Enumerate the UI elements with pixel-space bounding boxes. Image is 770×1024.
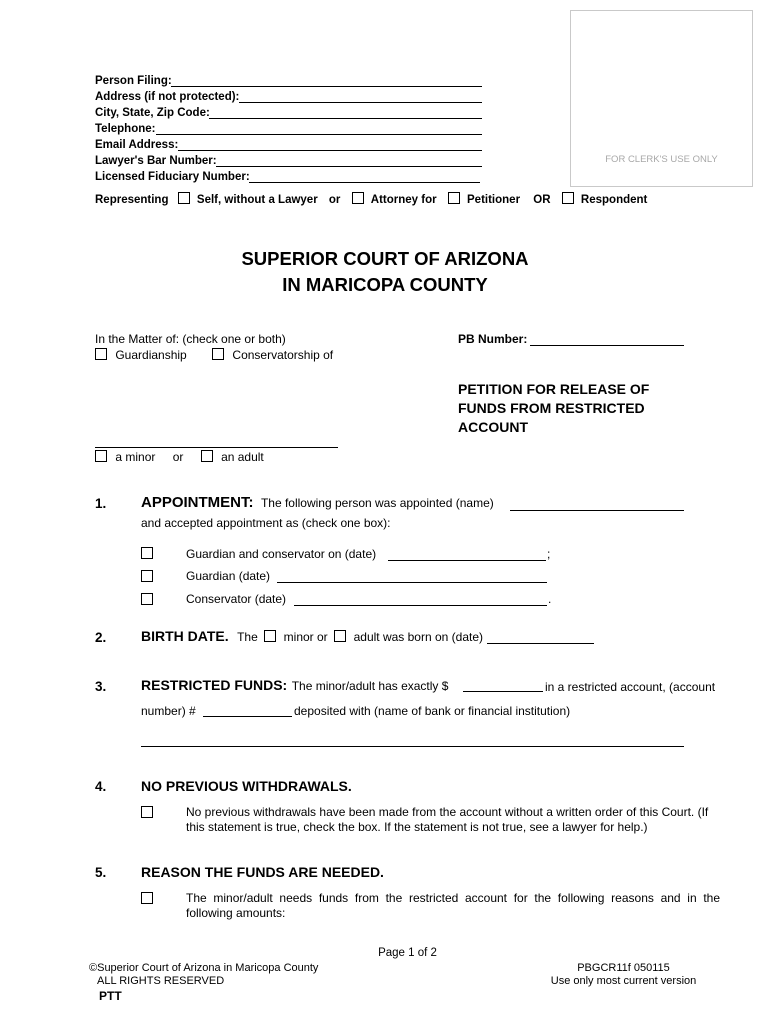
section-text: The following person was appointed (name) (260, 496, 494, 510)
section-text: No previous withdrawals have been made from the account without a written order of this Court. (If (186, 805, 709, 819)
birth-adult-checkbox[interactable] (334, 630, 346, 642)
footer-right (530, 962, 717, 988)
appointee-name-field[interactable] (510, 510, 684, 511)
section-number: 2. (95, 630, 107, 645)
pb-number-row (458, 332, 527, 346)
filer-label: Address (if not protected): (95, 91, 240, 103)
bank-name-field[interactable] (141, 746, 684, 747)
respondent-checkbox[interactable] (562, 192, 574, 204)
or-label: or (172, 450, 184, 464)
copyright-text: ©Superior Court of Arizona in Maricopa County (89, 962, 319, 974)
section-text: following amounts: (186, 906, 286, 920)
option-conservator: Conservator (date) (186, 592, 287, 606)
page-number: Page 1 of 2 (378, 947, 437, 959)
option-guardian: Guardian (date) (186, 569, 271, 583)
section-heading: RESTRICTED FUNDS: (141, 677, 288, 693)
form-id: PBGCR11f 050115 (577, 962, 670, 974)
section-text: The minor/adult needs funds from the restricted account for the following reasons and in the (186, 891, 720, 905)
filer-address (95, 91, 239, 103)
section-text: minor or (283, 630, 328, 644)
guardianship-checkbox[interactable] (95, 348, 107, 360)
section-text: in a restricted account, (account (545, 680, 716, 694)
amount-field[interactable] (463, 691, 543, 692)
filer-bar-number (95, 155, 217, 167)
birth-date-field[interactable] (487, 643, 594, 644)
section-heading: BIRTH DATE. (141, 628, 229, 644)
filer-label: City, State, Zip Code: (95, 107, 210, 119)
filer-city (95, 107, 210, 119)
filer-email (95, 139, 178, 151)
account-number-field[interactable] (203, 716, 292, 717)
filer-fiduciary (95, 171, 250, 183)
filer-label: Lawyer's Bar Number: (95, 155, 217, 167)
option-label: Guardian and conservator on (date) (186, 547, 377, 561)
section-number: 4. (95, 779, 107, 794)
respondent-label: Respondent (580, 194, 648, 206)
representing-row (95, 192, 647, 206)
petitioner-checkbox[interactable] (448, 192, 460, 204)
fiduciary-number-field[interactable] (249, 171, 480, 183)
guardian-date-field[interactable] (277, 582, 547, 583)
adult-checkbox[interactable] (201, 450, 213, 462)
self-label: Self, without a Lawyer (196, 194, 318, 206)
section-appointment (141, 494, 494, 512)
section-text: The (237, 630, 258, 644)
minor-label: a minor (115, 450, 156, 464)
attorney-checkbox[interactable] (352, 192, 364, 204)
section-number: 1. (95, 496, 107, 511)
section-text: number) # (141, 704, 196, 718)
section-text: adult was born on (date) (353, 630, 484, 644)
representing-label: Representing (95, 194, 169, 206)
petition-title (458, 380, 649, 437)
self-checkbox[interactable] (178, 192, 190, 204)
footer-left (89, 962, 318, 1003)
section-number: 5. (95, 865, 107, 880)
guardianship-label: Guardianship (115, 348, 187, 362)
title-line: FUNDS FROM RESTRICTED (458, 400, 645, 416)
no-withdrawals-checkbox[interactable] (141, 806, 153, 818)
ward-age-options (95, 450, 264, 464)
no-withdrawals-text (186, 805, 708, 835)
city-state-zip-field[interactable] (209, 107, 482, 119)
matter-options (95, 348, 333, 362)
court-county: IN MARICOPA COUNTY (282, 274, 488, 295)
section-number: 3. (95, 679, 107, 694)
clerk-use-label: FOR CLERK'S USE ONLY (605, 154, 718, 165)
option-end: ; (547, 547, 551, 561)
petitioner-label: Petitioner (467, 194, 521, 206)
rights-text: ALL RIGHTS RESERVED (97, 975, 225, 987)
section-text: and accepted appointment as (check one box): (141, 516, 391, 530)
funds-needed-checkbox[interactable] (141, 892, 153, 904)
conservatorship-label: Conservatorship of (232, 348, 334, 362)
court-name: SUPERIOR COURT OF ARIZONA (241, 248, 529, 269)
adult-label: an adult (221, 450, 264, 464)
section-text: deposited with (name of bank or financial institution) (294, 704, 571, 718)
birth-minor-checkbox[interactable] (264, 630, 276, 642)
conservator-date-field[interactable] (294, 605, 547, 606)
attorney-label: Attorney for (370, 194, 437, 206)
section-heading: NO PREVIOUS WITHDRAWALS. (141, 778, 352, 794)
telephone-field[interactable] (156, 123, 482, 135)
section-text: this statement is true, check the box. If the statement is not true, see a lawyer for help.) (186, 820, 648, 834)
guardian-conservator-checkbox[interactable] (141, 547, 153, 559)
pb-number-label: PB Number: (458, 332, 528, 346)
or-label: or (328, 194, 341, 206)
funds-needed-text (186, 891, 720, 921)
option-end: . (548, 592, 552, 606)
title-line: ACCOUNT (458, 419, 528, 435)
bar-number-field[interactable] (216, 155, 482, 167)
section-text: The minor/adult has exactly $ (291, 679, 449, 693)
address-field[interactable] (239, 91, 482, 103)
filer-telephone (95, 123, 155, 135)
or-label: OR (533, 194, 551, 206)
title-line: PETITION FOR RELEASE OF (458, 381, 650, 397)
matter-heading: In the Matter of: (check one or both) (95, 332, 286, 346)
court-title (0, 246, 770, 298)
guardian-checkbox[interactable] (141, 570, 153, 582)
conservatorship-checkbox[interactable] (212, 348, 224, 360)
person-filing-field[interactable] (171, 75, 482, 87)
minor-checkbox[interactable] (95, 450, 107, 462)
email-field[interactable] (178, 139, 482, 151)
pb-number-field[interactable] (530, 345, 684, 346)
conservator-checkbox[interactable] (141, 593, 153, 605)
form-code: PTT (99, 989, 122, 1003)
filer-label: Telephone: (95, 123, 156, 135)
version-note: Use only most current version (550, 975, 697, 987)
filer-label: Licensed Fiduciary Number: (95, 171, 250, 183)
filer-label: Person Filing: (95, 75, 172, 87)
ward-name-field[interactable] (95, 447, 338, 448)
section-restricted-funds (141, 677, 448, 695)
guardian-conservator-date-field[interactable] (388, 560, 546, 561)
clerk-use-box (570, 10, 753, 187)
section-heading: APPOINTMENT: (141, 494, 254, 511)
section-heading: REASON THE FUNDS ARE NEEDED. (141, 864, 384, 880)
filer-label: Email Address: (95, 139, 179, 151)
section-birth-date (141, 628, 483, 646)
filer-person-filing (95, 75, 172, 87)
option-guardian-conservator (186, 547, 376, 561)
